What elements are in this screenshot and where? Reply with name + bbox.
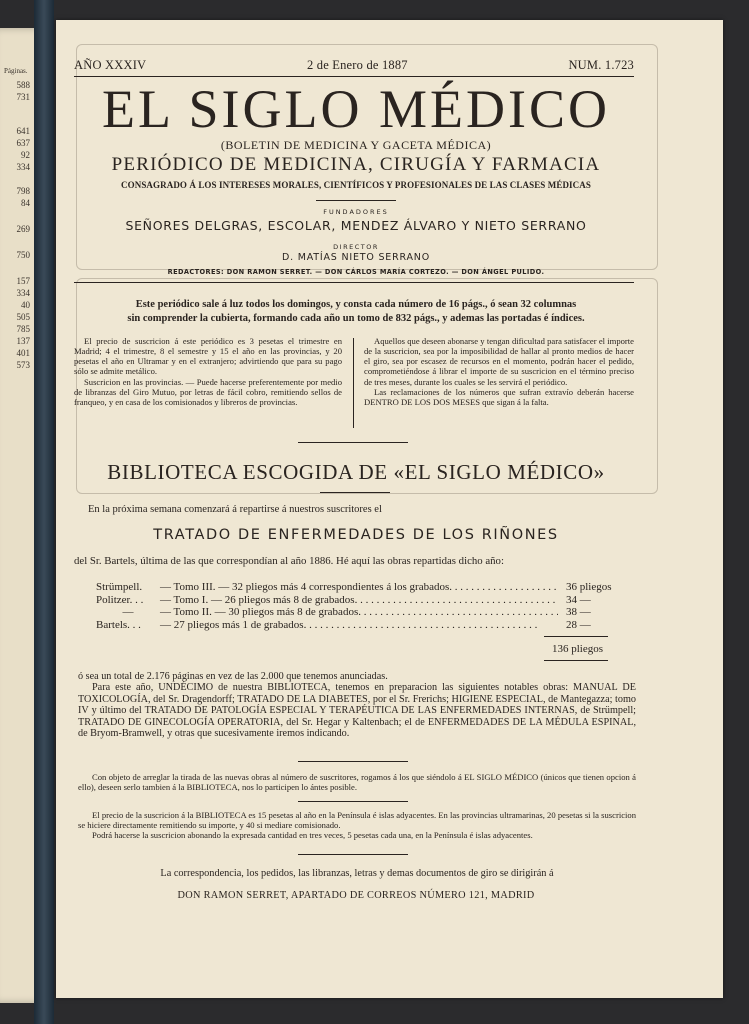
page-index-number: 798	[16, 186, 30, 196]
total-pages-paragraph: ó sea un total de 2.176 páginas en vez de las 2.000 que tenemos anunciadas.	[78, 671, 388, 682]
work-pliegos: 36 pliegos	[566, 581, 612, 593]
page-index-number: 401	[16, 348, 30, 358]
work-row	[96, 619, 616, 632]
dot-leader	[355, 594, 558, 607]
issue-date: 2 de Enero de 1887	[306, 58, 408, 72]
founders: SEÑORES DELGRAS, ESCOLAR, MENDEZ ÁLVARO Y NIETO SERRANO	[125, 218, 587, 233]
work-description: — Tomo II. — 30 pliegos más 8 de grabados	[160, 606, 359, 618]
work-author: Bartels. . .	[96, 618, 141, 631]
masthead-title: EL SIGLO MÉDICO	[102, 79, 610, 139]
issue-header	[74, 58, 634, 73]
founders-label: FUNDADORES	[323, 208, 389, 216]
page-index-number: 731	[16, 92, 30, 102]
biblioteca-price-paragraph: El precio de la suscricion á la BIBLIOTECA es 15 pesetas al año en la Península é islas adyacentes. En las provincias ultramarinas, 20 pesetas si la suscricion se hiciere directamente remitiendo su importe, y 40 si mediare comisionado.	[78, 810, 636, 831]
postal-address: DON RAMON SERRET, APARTADO DE CORREOS NÚMERO 121, MADRID	[177, 890, 535, 901]
work-row	[96, 606, 616, 619]
correspondence-line: La correspondencia, los pedidos, las libranzas, letras y demas documentos de giro se dirigirán á	[160, 868, 554, 879]
tratado-title: TRATADO DE ENFERMEDADES DE LOS RIÑONES	[153, 527, 559, 543]
editors-rule	[74, 282, 634, 283]
page-index-number: 84	[21, 198, 30, 208]
masthead-periodical: PERIÓDICO DE MEDICINA, CIRUGÍA Y FARMACIA	[111, 154, 601, 175]
work-row	[96, 594, 616, 607]
page-index-number: 750	[16, 250, 30, 260]
director: D. MATÍAS NIETO SERRANO	[281, 252, 430, 263]
page-index-column	[4, 68, 30, 373]
work-description: — Tomo III. — 32 pliegos más 4 correspondientes á los grabados	[160, 581, 450, 593]
total-rule	[544, 636, 608, 637]
issue-year: AÑO XXXIV	[74, 58, 147, 72]
masthead-consecrated: CONSAGRADO Á LOS INTERESES MORALES, CIENTÍFICOS Y PROFESIONALES DE LAS CLASES MÉDICAS	[121, 180, 591, 190]
section-rule	[298, 442, 408, 443]
biblioteca-installments-paragraph: Podrá hacerse la suscricion abonando la expresada cantidad en tres veces, 5 pesetas cada una, en la Península é islas adyacentes.	[92, 830, 533, 841]
subscription-deferred-paragraph: Aquellos que deseen abonarse y tengan dificultad para satisfacer el importe de la suscricion, sea por la imposibilidad de hallar al pronto medios de hacer el giro, sea por escasez de recursos en el momento, podrán hacer el pedido, comprometiéndose á librar el importe de su suscricion en el término preciso de tres meses, durante los cuales se les servirá el periódico.	[364, 336, 634, 387]
work-pliegos: 34 —	[566, 593, 591, 606]
biblioteca-title: BIBLIOTECA ESCOGIDA DE «EL SIGLO MÉDICO»	[107, 460, 605, 484]
notice-line-1: Este periódico sale á luz todos los domingos, y consta cada número de 16 págs., ó sean 32 columnas	[135, 299, 577, 310]
page-index-number: 573	[16, 360, 30, 370]
page-index-number: 92	[21, 150, 30, 160]
arrangement-paragraph: Con objeto de arreglar la tirada de las nuevas obras al número de suscritores, rogamos á los que siéndolo á EL SIGLO MÉDICO (únicos que tienen opcion á ello), deseen serlo tambien á la BIBLIOTECA, nos lo participen lo ántes posible.	[78, 772, 636, 793]
issue-number: NUM. 1.723	[568, 58, 634, 72]
work-description: — 27 pliegos más 1 de grabados	[160, 618, 304, 631]
page-index-number: 785	[16, 324, 30, 334]
work-author: —	[122, 606, 134, 618]
subscription-left-column	[74, 336, 342, 407]
work-pliegos: 28 —	[566, 618, 591, 631]
work-pliegos: 38 —	[566, 606, 591, 618]
work-author: Strümpell.	[96, 581, 143, 593]
publication-notice	[76, 298, 636, 325]
subscription-claims-paragraph: Las reclamaciones de los números que sufran extravío deberán hacerse DENTRO DE LOS DOS MESES que sigan á la falta.	[364, 386, 634, 407]
dot-leader	[304, 619, 558, 632]
works-intro-line: del Sr. Bartels, última de las que correspondían al año 1886. Hé aquí las obras repartidas dicho año:	[74, 555, 504, 567]
page-index-number: 641	[16, 126, 30, 136]
page-index-number: 505	[16, 312, 30, 322]
page-index-number: 157	[16, 276, 30, 286]
page-index-header: Páginas.	[4, 67, 28, 75]
work-author: Politzer. . .	[96, 593, 144, 606]
book-spine	[34, 0, 54, 1024]
section-rule	[298, 854, 408, 855]
page-index-number: 334	[16, 162, 30, 172]
page-index-number: 269	[16, 224, 30, 234]
subscription-price-paragraph: El precio de suscricion á este periódico es 3 pesetas el trimestre en Madrid; 4 el trimestre, 8 el semestre y 15 el año en las provincias, y 20 pesetas el año en Ultramar y en el extranjero; advirtiendo que para su pago sólo se admite metálico.	[74, 336, 342, 377]
works-total: 136 pliegos	[552, 643, 604, 655]
total-rule	[544, 660, 608, 661]
page-index-number: 40	[21, 300, 30, 310]
subscription-right-column	[364, 336, 634, 407]
dot-leader	[358, 606, 558, 619]
page-index-number: 137	[16, 336, 30, 346]
page-index-number: 637	[16, 138, 30, 148]
biblioteca-plans	[78, 671, 636, 740]
masthead-subtitle: (BOLETIN DE MEDICINA Y GACETA MÉDICA)	[220, 138, 492, 152]
biblioteca-price	[78, 810, 636, 840]
director-label: DIRECTOR	[333, 243, 379, 251]
editors: REDACTORES: DON RAMON SERRET. — DON CÁRLOS MARÍA CORTEZO. — DON ÁNGEL PULIDO.	[167, 268, 545, 276]
dot-leader	[449, 581, 558, 594]
works-list	[96, 581, 616, 631]
header-rule	[74, 76, 634, 77]
notice-line-2: sin comprender la cubierta, formando cada año un tomo de 832 págs., y ademas las portadas é índices.	[127, 312, 585, 324]
column-divider	[353, 338, 354, 428]
upcoming-works-paragraph: Para este año, UNDÉCIMO de nuestra BIBLIOTECA, tenemos en preparacion las siguientes notables obras: MANUAL DE TOXICOLOGÍA, del Sr. Dragendorff; TRATADO DE LA DIABETES, por el Sr. Frerichs; HIGIENE ESPECIAL, de Mantegazza; tomo IV y último del TRATADO DE PATOLOGÍA ESPECIAL Y TERAPÉUTICA DE LAS ENFERMEDADES INTERNAS, de Strümpell; TRATADO DE GINECOLOGÍA OPERATORIA, del Sr. Hegar y Kaltenbach; el de ENFERMEDADES DE LA MÉDULA ESPINAL, de Bryom-Bramwell, y otras que sucesivamente iremos indicando.	[78, 682, 636, 740]
biblioteca-intro: En la próxima semana comenzará á repartirse á nuestros suscritores el	[88, 504, 382, 515]
masthead-rule	[316, 200, 396, 201]
subscription-provinces-paragraph: Suscricion en las provincias. — Puede hacerse preferentemente por medio de libranzas del Giro Mutuo, por letras de fácil cobro, remitiendo sellos de franqueo, y en casa de los comisionados y libreros de provincias.	[74, 376, 342, 407]
newspaper-page	[56, 20, 723, 998]
page-index-number: 588	[16, 80, 30, 90]
work-row	[96, 581, 616, 594]
work-description: — Tomo I. — 26 pliegos más 8 de grabados	[160, 593, 355, 606]
section-rule	[298, 801, 408, 802]
section-rule	[298, 761, 408, 762]
biblioteca-rule	[320, 492, 390, 493]
page-index-number: 334	[16, 288, 30, 298]
